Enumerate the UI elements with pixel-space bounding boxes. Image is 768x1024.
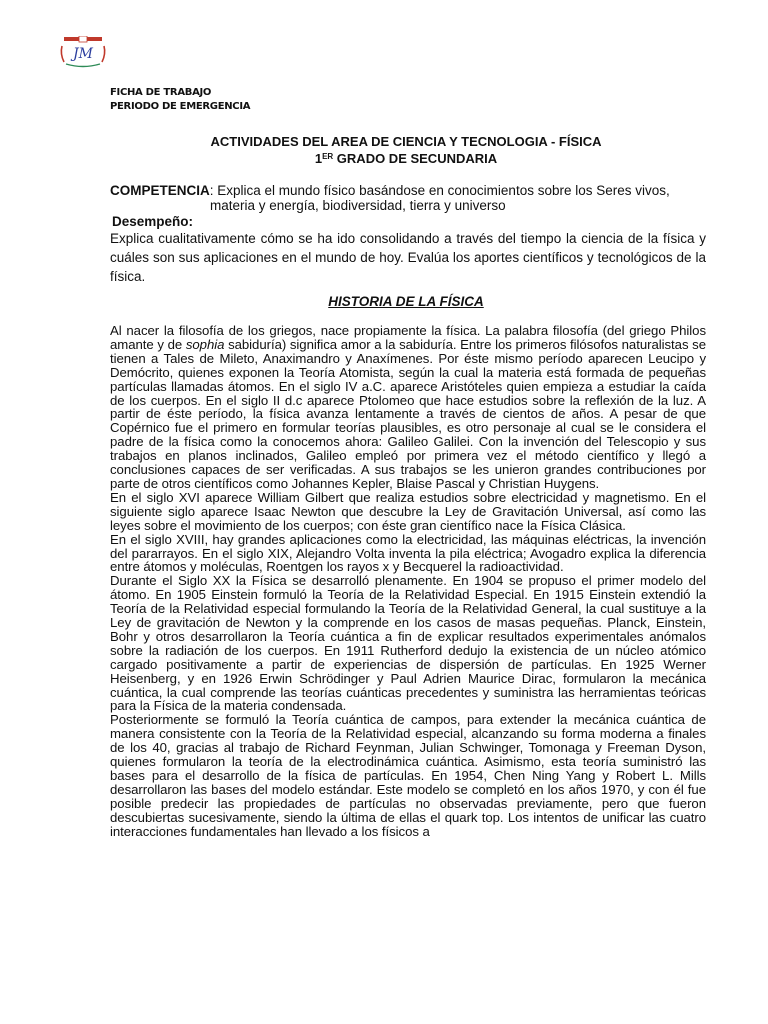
grade-superscript: ER	[322, 152, 334, 161]
paragraph-1-italic: sophia	[185, 336, 225, 352]
ficha-line2: PERIODO DE EMERGENCIA	[110, 101, 251, 112]
competencia-text2: materia y energía, biodiversidad, tierra y universo	[210, 198, 506, 213]
paragraph-2: En el siglo XVI aparece William Gilbert que realiza estudios sobre electricidad y magnetismo. En el siguiente siglo aparece Isaac Newton que descubre la Ley de Gravitación Universal, así como las leyes sobre el movimiento de los cuerpos; con éste gran científico nace la Física Clásica.	[110, 489, 706, 533]
paragraph-1	[110, 324, 706, 491]
historia-body	[110, 324, 706, 839]
desempeno-text: Explica cualitativamente cómo se ha ido consolidando a través del tiempo la ciencia de la física y cuáles son sus aplicaciones en el mundo de hoy. Evalúa los aportes científicos y tecnológicos de la física.	[110, 231, 706, 284]
desempeno-label: Desempeño:	[112, 214, 194, 229]
ficha-header	[110, 86, 250, 114]
main-title: ACTIVIDADES DEL AREA DE CIENCIA Y TECNOLOGIA - FÍSICA	[210, 134, 602, 149]
paragraph-1-part-a: Al nacer la filosofía de los griegos, nace propiamente la física. La palabra filosofía (del griego Philos amante y de	[110, 323, 706, 352]
grade-title	[108, 150, 704, 167]
school-logo	[58, 36, 108, 68]
paragraph-4: Durante el Siglo XX la Física se desarrolló plenamente. En 1904 se propuso el primer modelo del átomo. En 1905 Einstein formuló la Teoría de la Relatividad Especial. En 1915 Einstein extendió la Teoría de la Relatividad especial formulando la Teoría de la Relatividad General, la cual sustituye a la Ley de gravitación de Newton y la comprende en los casos de masas pequeñas. Planck, Einstein, Bohr y otros desarrollaron la Teoría cuántica a fin de explicar resultados experimentales anómalos sobre la radiación de los cuerpos. En 1911 Rutherford dedujo la existencia de un núcleo atómico cargado positivamente a partir de experiencias de dispersión de partículas. En 1925 Werner Heisenberg, y en 1926 Erwin Schrödinger y Paul Adrien Maurice Dirac, formularon la mecánica cuántica, la cual comprende las teorías cuánticas precedentes y suministra las herramientas teóricas para la Física de la materia condensada.	[110, 573, 706, 714]
logo-monogram: JM	[73, 46, 93, 62]
section-title: HISTORIA DE LA FÍSICA	[328, 294, 484, 309]
paragraph-5: Posteriormente se formuló la Teoría cuántica de campos, para extender la mecánica cuántica de manera consistente con la Teoría de la Relatividad especial, alcanzando su forma moderna a finales de los 40, gracias al trabajo de Richard Feynman, Julian Schwinger, Tomonaga y Freeman Dyson, quienes formularon la teoría de la electrodinámica cuántica. Asimismo, esta teoría suministró las bases para el desarrollo de la física de partículas. En 1954, Chen Ning Yang y Robert L. Mills desarrollaron las bases del modelo estándar. Este modelo se completó en los años 1970, y con él fue posible predecir las propiedades de partículas no observadas previamente, pero que fueron descubiertas sucesivamente, siendo la última de ellas el quark top. Los intentos de unificar las cuatro interacciones fundamentales han llevado a los físicos a	[110, 712, 706, 839]
competencia-label: COMPETENCIA	[110, 183, 210, 198]
competencia-block	[110, 183, 706, 213]
document-titles	[108, 133, 704, 167]
grade-rest: GRADO DE SECUNDARIA	[333, 151, 498, 166]
paragraph-3: En el siglo XVIII, hay grandes aplicaciones como la electricidad, las máquinas eléctricas, la invención del pararrayos. En el siglo XIX, Alejandro Volta inventa la pila eléctrica; Avogadro explica la diferencia entre átomos y moléculas, Roentgen los rayos x y Becquerel la radioactividad.	[110, 531, 706, 575]
paragraph-1-part-b: sabiduría) significa amor a la sabiduría. Entre los primeros filósofos naturalistas se tienen a Tales de Mileto, Anaximandro y Anaxímenes. Por éste mismo período aparecen Leucipo y Demócrito, quienes exponen la Teoría Atomista, según la cual la materia está formada de pequeñas partículas llamadas átomos. En el siglo IV a.C. aparece Aristóteles quien empieza a estudiar la caída de los cuerpos. En el siglo II d.c aparece Ptolomeo que hace estudios sobre la reflexión de la luz. A partir de éste período, la física avanza lentamente a través de cientos de años. A pesar de que Copérnico fue el primero en formular teorías plausibles, es otro personaje al cual se le considera el padre de la física como la conocemos ahora: Galileo Galilei. Con la invención del Telescopio y sus trabajos en planos inclinados, Galileo empleó por primera vez el método científico y llegó a conclusiones capaces de ser verificadas. A sus trabajos se les unieron grandes contribuciones por parte de otros científicos como Johannes Kepler, Blaise Pascal y Christian Huygens.	[110, 336, 706, 491]
competencia-text1: : Explica el mundo físico basándose en conocimientos sobre los Seres vivos,	[209, 183, 670, 198]
grade-number: 1	[314, 151, 323, 166]
ficha-line1: FICHA DE TRABAJO	[110, 87, 212, 98]
